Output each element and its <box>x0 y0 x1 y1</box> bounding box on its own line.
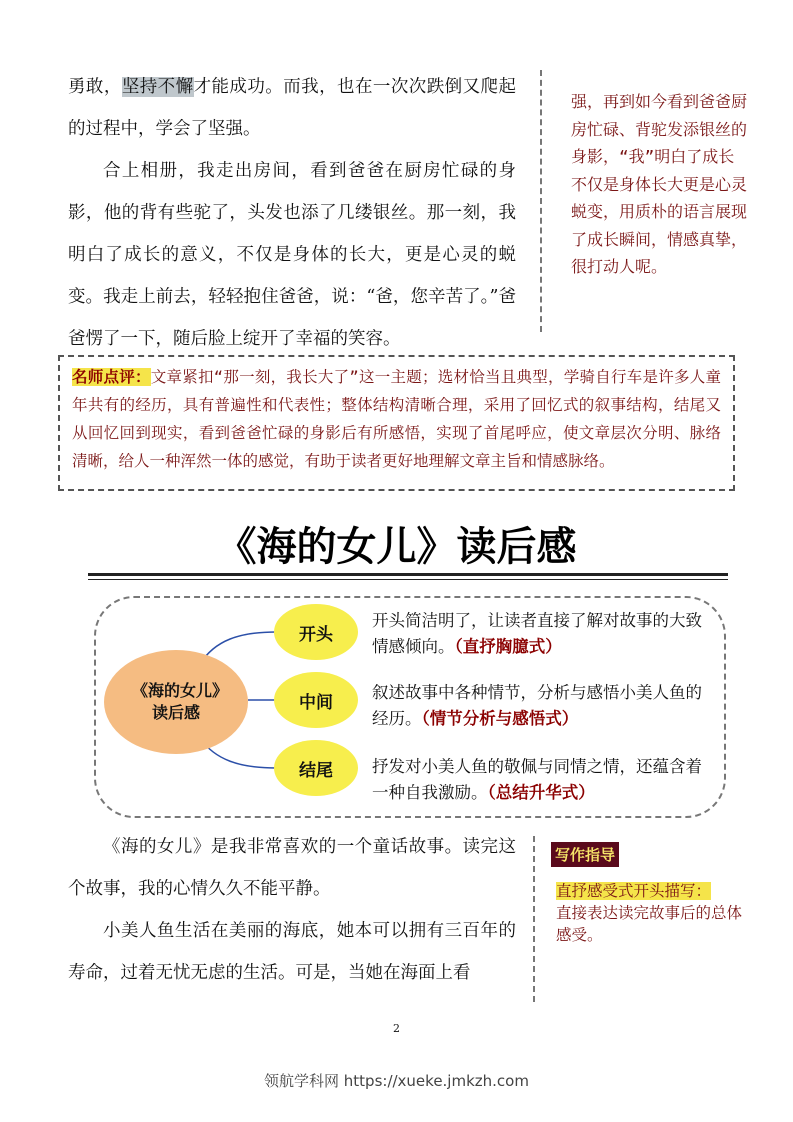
node-label: 中间 <box>299 692 333 713</box>
diagram-node-ending <box>274 740 358 796</box>
side-annotation: 强，再到如今看到爸爸厨房忙碌、背驼发添银丝的身影，“我”明白了成长不仅是身体长大更是心灵蜕变，用质朴的语言展现了成长瞬间，情感真挚，很打动人呢。 <box>571 92 748 276</box>
node-description-opening <box>372 608 702 660</box>
teacher-comment-label: 名师点评： <box>72 368 151 386</box>
essay-text: 勇敢， <box>68 77 122 97</box>
node-label: 开头 <box>299 624 333 645</box>
essay-bottom <box>68 826 516 994</box>
node-tag: （总结升华式） <box>487 783 595 802</box>
diagram-center-label: 《海的女儿》读后感 <box>131 681 220 722</box>
diagram-node-opening <box>274 604 358 660</box>
node-tag: （直抒胸臆式） <box>454 637 562 656</box>
node-label: 结尾 <box>299 760 333 781</box>
diagram-node-middle <box>274 672 358 728</box>
writing-guide-text: 直接表达读完故事后的总体感受。 <box>556 904 743 944</box>
diagram-center-node <box>104 650 248 754</box>
column-divider <box>533 836 535 1002</box>
page-number: 2 <box>393 1022 400 1035</box>
highlighted-phrase: 坚持不懈 <box>121 77 194 97</box>
essay-text: 才能成功。而我，也在一次次跌倒又爬起的过程中，学会了坚强。 <box>68 77 516 139</box>
node-desc-text: 抒发对小美人鱼的敬佩与同情之情，还蕴含着一种自我激励。 <box>372 757 702 802</box>
teacher-comment-text: 文章紧扣“那一刻，我长大了”这一主题；选材恰当且典型，学骑自行车是许多人童年共有的经历，具有普遍性和代表性；整体结构清晰合理，采用了回忆式的叙事结构，结尾又从回忆回到现实，看到爸爸忙碌的身影后有所感悟，实现了首尾呼应，使文章层次分明、脉络清晰，给人一种浑然一体的感觉，有助于读者更好地理解文章主旨和情感脉络。 <box>72 368 721 470</box>
essay-bottom-paragraph-1: 《海的女儿》是我非常喜欢的一个童话故事。读完这个故事，我的心情久久不能平静。 <box>68 837 516 899</box>
essay-bottom-paragraph-2: 小美人鱼生活在美丽的海底，她本可以拥有三百年的寿命，过着无忧无虑的生活。可是，当她在海面上看 <box>68 921 516 983</box>
node-desc-text: 开头简洁明了，让读者直接了解对故事的大致情感倾向。 <box>372 611 702 656</box>
node-description-middle <box>372 680 707 732</box>
footer-watermark: 领航学科网 https://xueke.jmkzh.com <box>264 1072 529 1090</box>
node-tag: （情节分析与感悟式） <box>421 709 579 728</box>
writing-guide-heading: 直抒感受式开头描写： <box>556 882 712 900</box>
essay-top-paragraph-2: 合上相册，我走出房间，看到爸爸在厨房忙碌的身影，他的背有些驼了，头发也添了几缕银丝。那一刻，我明白了成长的意义，不仅是身体的长大，更是心灵的蜕变。我走上前去，轻轻抱住爸爸，说：“爸，您辛苦了。”爸爸愣了一下，随后脸上绽开了幸福的笑容。 <box>68 161 516 349</box>
node-description-ending <box>372 754 707 806</box>
writing-guide-title: 写作指导 <box>551 842 619 867</box>
page-title: 《海的女儿》读后感 <box>216 524 577 570</box>
writing-guide <box>556 880 746 946</box>
node-desc-text: 叙述故事中各种情节，分析与感悟小美人鱼的经历。 <box>372 683 702 728</box>
